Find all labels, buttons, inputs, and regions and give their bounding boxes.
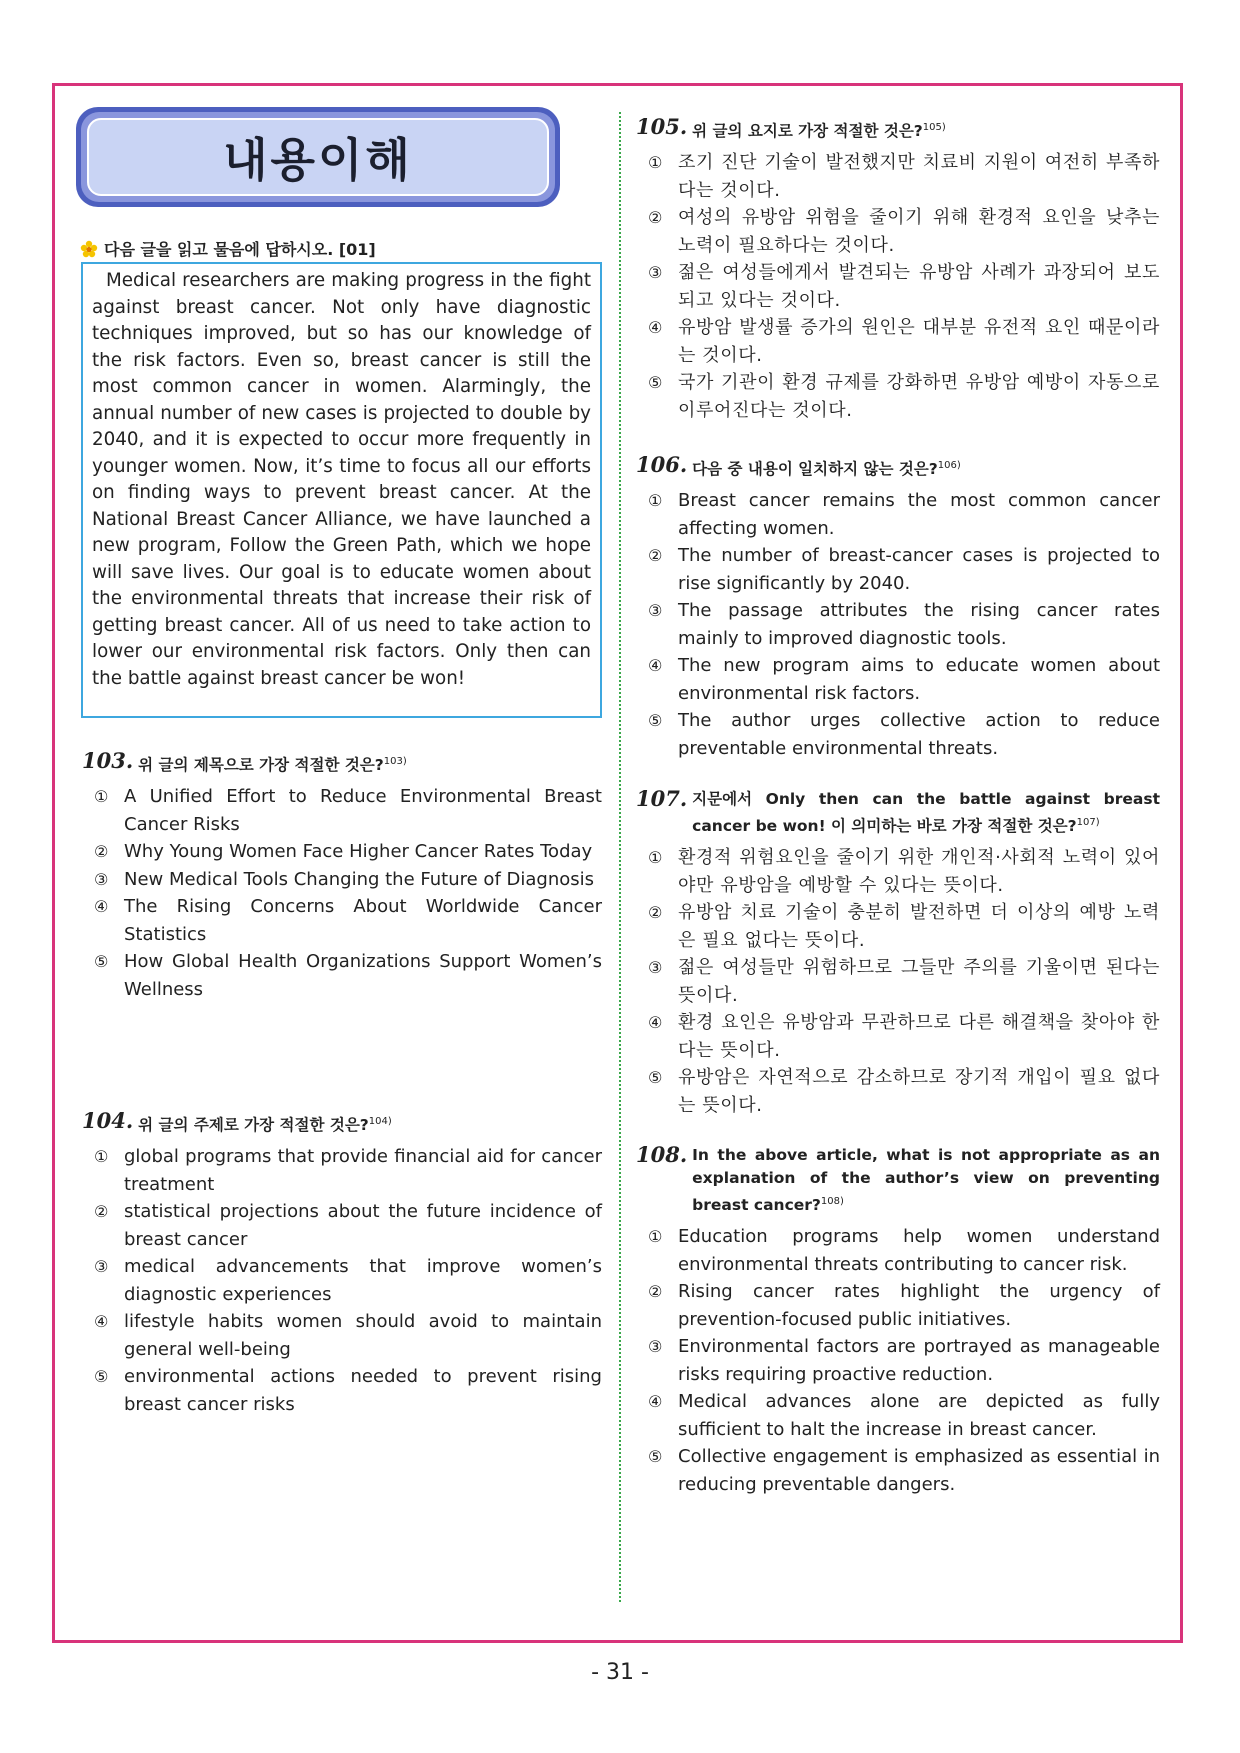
question-number: 103.: [82, 748, 134, 773]
reading-passage: Medical researchers are making progress in the fight against breast cancer. Not only have diagnostic techniques improved, but so has our knowledge of the risk factors. Even so, breast cancer is still the most common cancer in women. Alarmingly, the annual number of new cases is projected to double by 2040, and it is expected to occur more frequently in younger women. Now, it’s time to focus all our efforts on finding ways to prevent breast cancer. At the National Breast Cancer Alliance, we have launched a new program, Follow the Green Path, which we hope will save lives. Our goal is to educate women about the environmental threats that increase their risk of getting breast cancer. All of us need to take action to lower our environmental risk factors. Only then can the battle against breast cancer be won!: [81, 262, 602, 718]
flower-icon: [80, 240, 98, 258]
option-3[interactable]: ③ New Medical Tools Changing the Future of Diagnosis: [94, 868, 594, 890]
option-2[interactable]: ② 여성의 유방암 위험을 줄이기 위해 환경적 요인을 낮추는 노력이 필요하다는 것이다.: [648, 207, 1160, 256]
option-2[interactable]: ② The number of breast-cancer cases is projected to rise significantly by 2040.: [648, 545, 1160, 594]
question-number: 107.: [636, 786, 688, 811]
option-4[interactable]: ④ The Rising Concerns About Worldwide Cancer Statistics: [94, 896, 602, 945]
options-104: [82, 1143, 602, 1418]
instruction: [80, 237, 376, 260]
option-3[interactable]: ③ medical advancements that improve women’s diagnostic experiences: [94, 1256, 602, 1305]
footnote-ref: 105): [922, 122, 946, 133]
option-3[interactable]: ③ 젊은 여성들에게서 발견되는 유방암 사례가 과장되어 보도되고 있다는 것이다.: [648, 262, 1160, 311]
footnote-ref: 103): [383, 756, 407, 767]
question-prompt: In the above article, what is not appropriate as an explanation of the author’s view on preventing breast cancer?: [692, 1146, 1160, 1215]
option-2[interactable]: ② Why Young Women Face Higher Cancer Rates Today: [94, 841, 593, 863]
question-number: 108.: [636, 1142, 688, 1167]
option-5[interactable]: ⑤ The author urges collective action to reduce preventable environmental threats.: [648, 710, 1160, 759]
option-1[interactable]: ① 조기 진단 기술이 발전했지만 치료비 지원이 여전히 부족하다는 것이다.: [648, 152, 1160, 201]
option-5[interactable]: ⑤ 유방암은 자연적으로 감소하므로 장기적 개입이 필요 없다는 뜻이다.: [648, 1067, 1160, 1116]
option-4[interactable]: ④ 환경 요인은 유방암과 무관하므로 다른 해결책을 찾아야 한다는 뜻이다.: [648, 1012, 1160, 1061]
options-107: [636, 844, 1160, 1119]
question-prompt: 위 글의 요지로 가장 적절한 것은?: [692, 122, 923, 141]
option-5[interactable]: ⑤ 국가 기관이 환경 규제를 강화하면 유방암 예방이 자동으로 이루어진다는 것이다.: [648, 372, 1160, 421]
options-106: [636, 487, 1160, 762]
option-4[interactable]: ④ 유방암 발생률 증가의 원인은 대부분 유전적 요인 때문이라는 것이다.: [648, 317, 1160, 366]
option-2[interactable]: ② 유방암 치료 기술이 충분히 발전하면 더 이상의 예방 노력은 필요 없다는 뜻이다.: [648, 902, 1160, 951]
instruction-text: 다음 글을 읽고 물음에 답하시오. [01]: [104, 240, 376, 259]
option-1[interactable]: ① global programs that provide financial aid for cancer treatment: [94, 1146, 602, 1195]
footnote-ref: 104): [368, 1116, 392, 1127]
question-prompt: 위 글의 제목으로 가장 적절한 것은?: [138, 756, 384, 775]
options-103: [82, 783, 602, 1003]
option-4[interactable]: ④ The new program aims to educate women about environmental risk factors.: [648, 655, 1160, 704]
footnote-ref: 108): [820, 1196, 844, 1207]
option-1[interactable]: ① Education programs help women understand environmental threats contributing to cancer risk.: [648, 1226, 1160, 1275]
options-105: [636, 149, 1160, 424]
option-4[interactable]: ④ Medical advances alone are depicted as fully sufficient to halt the increase in breast cancer.: [648, 1391, 1160, 1440]
question-105: [636, 116, 1160, 424]
option-2[interactable]: ② statistical projections about the future incidence of breast cancer: [94, 1201, 602, 1250]
footnote-ref: 107): [1076, 817, 1100, 828]
option-5[interactable]: ⑤ Collective engagement is emphasized as essential in reducing preventable dangers.: [648, 1446, 1160, 1495]
question-103: [82, 750, 602, 1003]
option-1[interactable]: ① 환경적 위험요인을 줄이기 위한 개인적·사회적 노력이 있어야만 유방암을 예방할 수 있다는 뜻이다.: [648, 847, 1160, 896]
option-1[interactable]: ① A Unified Effort to Reduce Environmental Breast Cancer Risks: [94, 786, 602, 835]
question-104: [82, 1110, 602, 1418]
question-prompt: 지문에서 Only then can the battle against breast cancer be won! 이 의미하는 바로 가장 적절한 것은?: [692, 790, 1160, 836]
options-108: [636, 1223, 1160, 1498]
footnote-ref: 106): [937, 460, 961, 471]
option-5[interactable]: ⑤ How Global Health Organizations Support Women’s Wellness: [94, 951, 602, 1000]
option-5[interactable]: ⑤ environmental actions needed to prevent rising breast cancer risks: [94, 1366, 602, 1415]
option-3[interactable]: ③ The passage attributes the rising cancer rates mainly to improved diagnostic tools.: [648, 600, 1160, 649]
question-106: [636, 454, 1160, 762]
question-prompt: 다음 중 내용이 일치하지 않는 것은?: [692, 460, 938, 479]
page-number: - 31 -: [591, 1660, 649, 1685]
section-title-badge: [76, 107, 560, 207]
question-108: [636, 1144, 1160, 1498]
question-number: 104.: [82, 1108, 134, 1133]
question-prompt: 위 글의 주제로 가장 적절한 것은?: [138, 1116, 369, 1135]
option-4[interactable]: ④ lifestyle habits women should avoid to maintain general well-being: [94, 1311, 602, 1360]
column-divider: [619, 112, 621, 1602]
option-3[interactable]: ③ Environmental factors are portrayed as manageable risks requiring proactive reduction.: [648, 1336, 1160, 1385]
option-3[interactable]: ③ 젊은 여성들만 위험하므로 그들만 주의를 기울이면 된다는 뜻이다.: [648, 957, 1160, 1006]
section-title: 내용이해: [223, 133, 413, 187]
option-2[interactable]: ② Rising cancer rates highlight the urgency of prevention-focused public initiatives.: [648, 1281, 1160, 1330]
question-107: [636, 788, 1160, 1119]
question-number: 105.: [636, 114, 688, 139]
option-1[interactable]: ① Breast cancer remains the most common cancer affecting women.: [648, 490, 1160, 539]
question-number: 106.: [636, 452, 688, 477]
